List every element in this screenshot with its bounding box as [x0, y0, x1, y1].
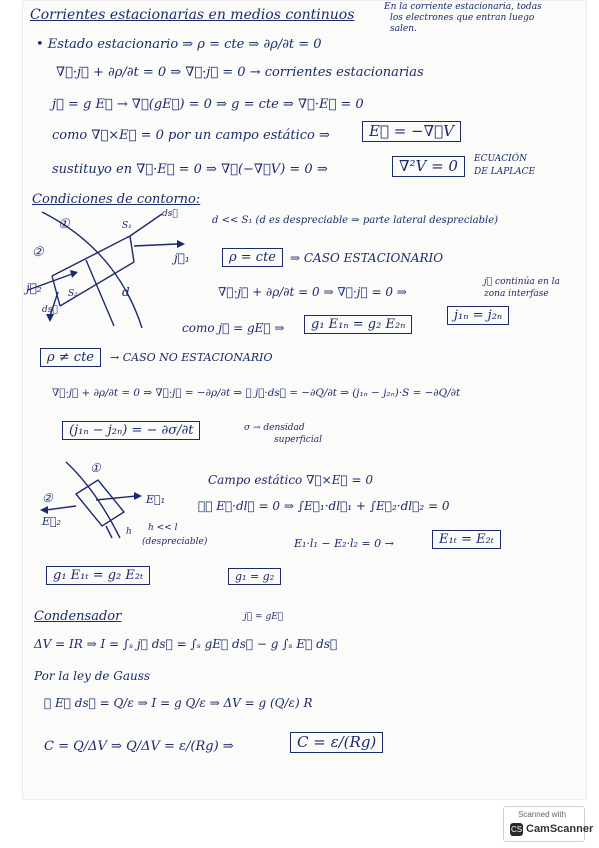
fig1-region-1-label: ①	[58, 217, 70, 232]
label-ley-gauss: Por la ley de Gauss	[34, 669, 151, 683]
equation-continuidad: ∇⃗·j⃗ + ∂ρ/∂t = 0 ⇒ ∇⃗·j⃗ = 0 → corrientes estacionarias	[56, 65, 424, 80]
box-laplace: ∇²V = 0	[392, 156, 465, 177]
equation-sustituyo: sustituyo en ∇⃗·E⃗ = 0 ⇒ ∇⃗(−∇⃗V) = 0 ⇒	[52, 162, 328, 177]
camscanner-brand: CamScanner	[526, 823, 594, 835]
box-tangencial-g: g₁ E₁ₜ = g₂ E₂ₜ	[46, 566, 150, 585]
heading-condiciones-contorno: Condiciones de contorno:	[32, 192, 201, 207]
note-j-continua-2: zona interfase	[484, 289, 549, 299]
laplace-label-1: ECUACIÓN	[474, 154, 527, 164]
fig2-region-2-label: ②	[42, 491, 53, 505]
side-note-line-3: salen.	[390, 24, 417, 34]
fig2-note-1: h << l	[148, 523, 178, 533]
fig1-j1-label: j⃗₁	[174, 251, 190, 265]
equation-campo-estatico: como ∇⃗×E⃗ = 0 por un campo estático ⇒	[52, 128, 330, 143]
fig1-s2-label: S₂	[68, 289, 78, 299]
fig1-region-2-label: ②	[32, 245, 44, 260]
fig1-ds-top-label: ds⃗	[162, 209, 178, 219]
label-caso-no-estacionario: → CASO NO ESTACIONARIO	[110, 351, 273, 364]
fig2-e2-label: E⃗₂	[42, 515, 62, 528]
box-tangencial-e: E₁ₜ = E₂ₜ	[432, 530, 501, 549]
box-capacidad-final: C = ε/(Rg)	[290, 732, 383, 753]
heading-condensador: Condensador	[34, 609, 122, 624]
scanned-with-text: Scanned with	[518, 810, 567, 819]
equation-capacidad: C = Q/ΔV ⇒ Q/ΔV = ε/(Rg) ⇒	[44, 739, 234, 754]
equation-div-estacionario: ∇⃗·j⃗ + ∂ρ/∂t = 0 ⇒ ∇⃗·j⃗ = 0 ⇒	[218, 285, 407, 299]
page-title: Corrientes estacionarias en medios continuos	[30, 7, 355, 23]
condensador-j-ge: j⃗ = gE⃗	[244, 612, 284, 622]
equation-estado-estacionario: • Estado estacionario ⇒ ρ = cte ⇒ ∂ρ/∂t = 0	[36, 37, 322, 52]
box-rho-constante: ρ = cte	[222, 248, 283, 267]
box-g1-g2: g₁ = g₂	[228, 568, 281, 585]
equation-gauss: ∮ E⃗ ds⃗ = Q/ε ⇒ I = g Q/ε ⇒ ΔV = g (Q/ε) R	[44, 696, 313, 710]
side-note-line-2: los electrones que entran luego	[390, 13, 535, 23]
label-caso-estacionario: ⇒ CASO ESTACIONARIO	[290, 251, 444, 265]
note-j-continua-1: j⃗ continúa en la	[484, 277, 560, 287]
box-normal-e: g₁ E₁ₙ = g₂ E₂ₙ	[304, 315, 412, 334]
fig2-note-2: (despreciable)	[142, 537, 208, 547]
fig2-h-label: h	[126, 527, 132, 537]
camscanner-icon: CS	[510, 825, 523, 834]
camscanner-badge	[503, 806, 594, 842]
box-rho-no-constante: ρ ≠ cte	[40, 348, 101, 367]
equation-circulacion: ∮꜀ E⃗·dl⃗ = 0 ⇒ ∫E⃗₁·dl⃗₁ + ∫E⃗₂·dl⃗₂ = 0	[198, 499, 450, 513]
sigma-note-2: superficial	[274, 435, 322, 445]
fig2-e1-label: E⃗₁	[146, 493, 166, 506]
box-salto-j: (j₁ₙ − j₂ₙ) = − ∂σ/∂t	[62, 421, 200, 440]
box-e-gradiente: E⃗ = −∇⃗V	[362, 121, 461, 142]
label-campo-estatico: Campo estático ∇⃗×E⃗ = 0	[208, 473, 374, 487]
fig1-note: d << S₁ (d es despreciable ⇒ parte lateral despreciable)	[212, 215, 499, 226]
fig1-s1-label: S₁	[122, 221, 132, 231]
sigma-note-1: σ → densidad	[244, 423, 305, 433]
box-normal-j: j₁ₙ = j₂ₙ	[447, 306, 509, 325]
side-note-line-1: En la corriente estacionaria, todas	[384, 2, 542, 12]
equation-tangencial: E₁·l₁ − E₂·l₂ = 0 →	[294, 537, 394, 550]
equation-como-jge: como j⃗ = gE⃗ ⇒	[182, 321, 285, 335]
fig1-d-label: d	[122, 285, 130, 299]
fig2-region-1-label: ①	[90, 461, 101, 475]
equation-condensador-corriente: ΔV = IR ⇒ I = ∫ₛ j⃗ ds⃗ = ∫ₛ gE⃗ ds⃗ − g ∫ₛ E⃗ ds⃗	[34, 637, 338, 651]
equation-ohm-local: j⃗ = g E⃗ → ∇⃗(gE⃗) = 0 ⇒ g = cte ⇒ ∇⃗·E⃗ = 0	[52, 97, 364, 112]
laplace-label-2: DE LAPLACE	[474, 167, 536, 177]
fig1-j2-label: j⃗₂	[26, 281, 42, 295]
equation-div-no-estacionario: ∇⃗·j⃗ + ∂ρ/∂t = 0 ⇒ ∇⃗·j⃗ = −∂ρ/∂t ⇒ ∮ j⃗·ds⃗ = −∂Q/∂t ⇒ (j₁ₙ − j₂ₙ)·S = −∂Q/∂t	[52, 387, 461, 399]
fig1-ds-bottom-label: ds⃗	[42, 305, 58, 315]
notebook-page	[22, 0, 587, 800]
